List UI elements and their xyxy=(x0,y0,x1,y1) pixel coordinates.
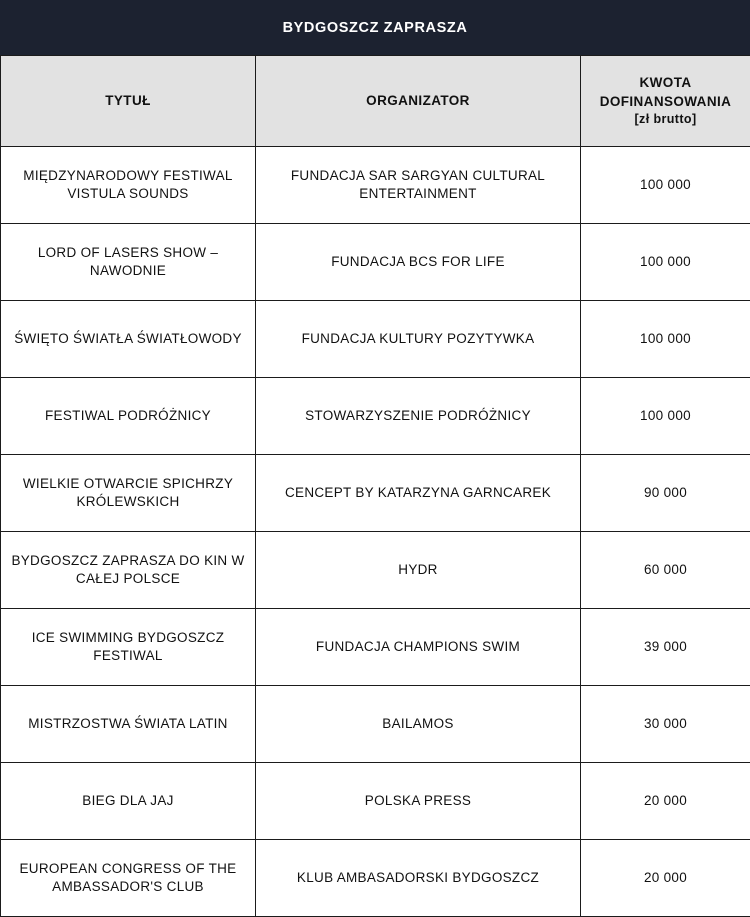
grant-table xyxy=(0,55,750,917)
table-header xyxy=(1,56,750,147)
column-header-organizer: ORGANIZATOR xyxy=(256,56,581,147)
cell-title: LORD OF LASERS SHOW – NAWODNIE xyxy=(1,224,256,301)
column-header-amount-unit: [zł brutto] xyxy=(589,111,742,128)
table-row xyxy=(1,532,750,609)
cell-amount: 100 000 xyxy=(581,378,750,455)
cell-organizer: POLSKA PRESS xyxy=(256,763,581,840)
table-row xyxy=(1,378,750,455)
column-header-amount-line2: DOFINANSOWANIA xyxy=(589,93,742,111)
table-row xyxy=(1,763,750,840)
table-row xyxy=(1,147,750,224)
table-row xyxy=(1,455,750,532)
cell-amount: 90 000 xyxy=(581,455,750,532)
cell-organizer: CENCEPT BY KATARZYNA GARNCAREK xyxy=(256,455,581,532)
table-row xyxy=(1,686,750,763)
cell-amount: 30 000 xyxy=(581,686,750,763)
table-row xyxy=(1,224,750,301)
table-body xyxy=(1,147,750,917)
cell-organizer: FUNDACJA SAR SARGYAN CULTURAL ENTERTAINMENT xyxy=(256,147,581,224)
cell-amount: 100 000 xyxy=(581,147,750,224)
cell-organizer: BAILAMOS xyxy=(256,686,581,763)
table-row xyxy=(1,609,750,686)
cell-organizer: FUNDACJA CHAMPIONS SWIM xyxy=(256,609,581,686)
cell-amount: 20 000 xyxy=(581,840,750,917)
cell-title: ICE SWIMMING BYDGOSZCZ FESTIWAL xyxy=(1,609,256,686)
table-row xyxy=(1,301,750,378)
cell-title: FESTIWAL PODRÓŻNICY xyxy=(1,378,256,455)
cell-amount: 20 000 xyxy=(581,763,750,840)
cell-amount: 39 000 xyxy=(581,609,750,686)
cell-amount: 60 000 xyxy=(581,532,750,609)
column-header-title: TYTUŁ xyxy=(1,56,256,147)
cell-title: EUROPEAN CONGRESS OF THE AMBASSADOR'S CLUB xyxy=(1,840,256,917)
cell-amount: 100 000 xyxy=(581,301,750,378)
table-header-row xyxy=(1,56,750,147)
cell-title: MIĘDZYNARODOWY FESTIWAL VISTULA SOUNDS xyxy=(1,147,256,224)
cell-organizer: FUNDACJA KULTURY POZYTYWKA xyxy=(256,301,581,378)
cell-title: BIEG DLA JAJ xyxy=(1,763,256,840)
column-header-amount xyxy=(581,56,750,147)
table-row xyxy=(1,840,750,917)
cell-title: ŚWIĘTO ŚWIATŁA ŚWIATŁOWODY xyxy=(1,301,256,378)
cell-title: BYDGOSZCZ ZAPRASZA DO KIN W CAŁEJ POLSCE xyxy=(1,532,256,609)
cell-organizer: HYDR xyxy=(256,532,581,609)
cell-amount: 100 000 xyxy=(581,224,750,301)
column-header-amount-line1: KWOTA xyxy=(589,74,742,92)
cell-title: WIELKIE OTWARCIE SPICHRZY KRÓLEWSKICH xyxy=(1,455,256,532)
cell-organizer: FUNDACJA BCS FOR LIFE xyxy=(256,224,581,301)
page-title: BYDGOSZCZ ZAPRASZA xyxy=(283,20,468,36)
document-title-bar xyxy=(0,0,750,55)
cell-title: MISTRZOSTWA ŚWIATA LATIN xyxy=(1,686,256,763)
cell-organizer: STOWARZYSZENIE PODRÓŻNICY xyxy=(256,378,581,455)
cell-organizer: KLUB AMBASADORSKI BYDGOSZCZ xyxy=(256,840,581,917)
